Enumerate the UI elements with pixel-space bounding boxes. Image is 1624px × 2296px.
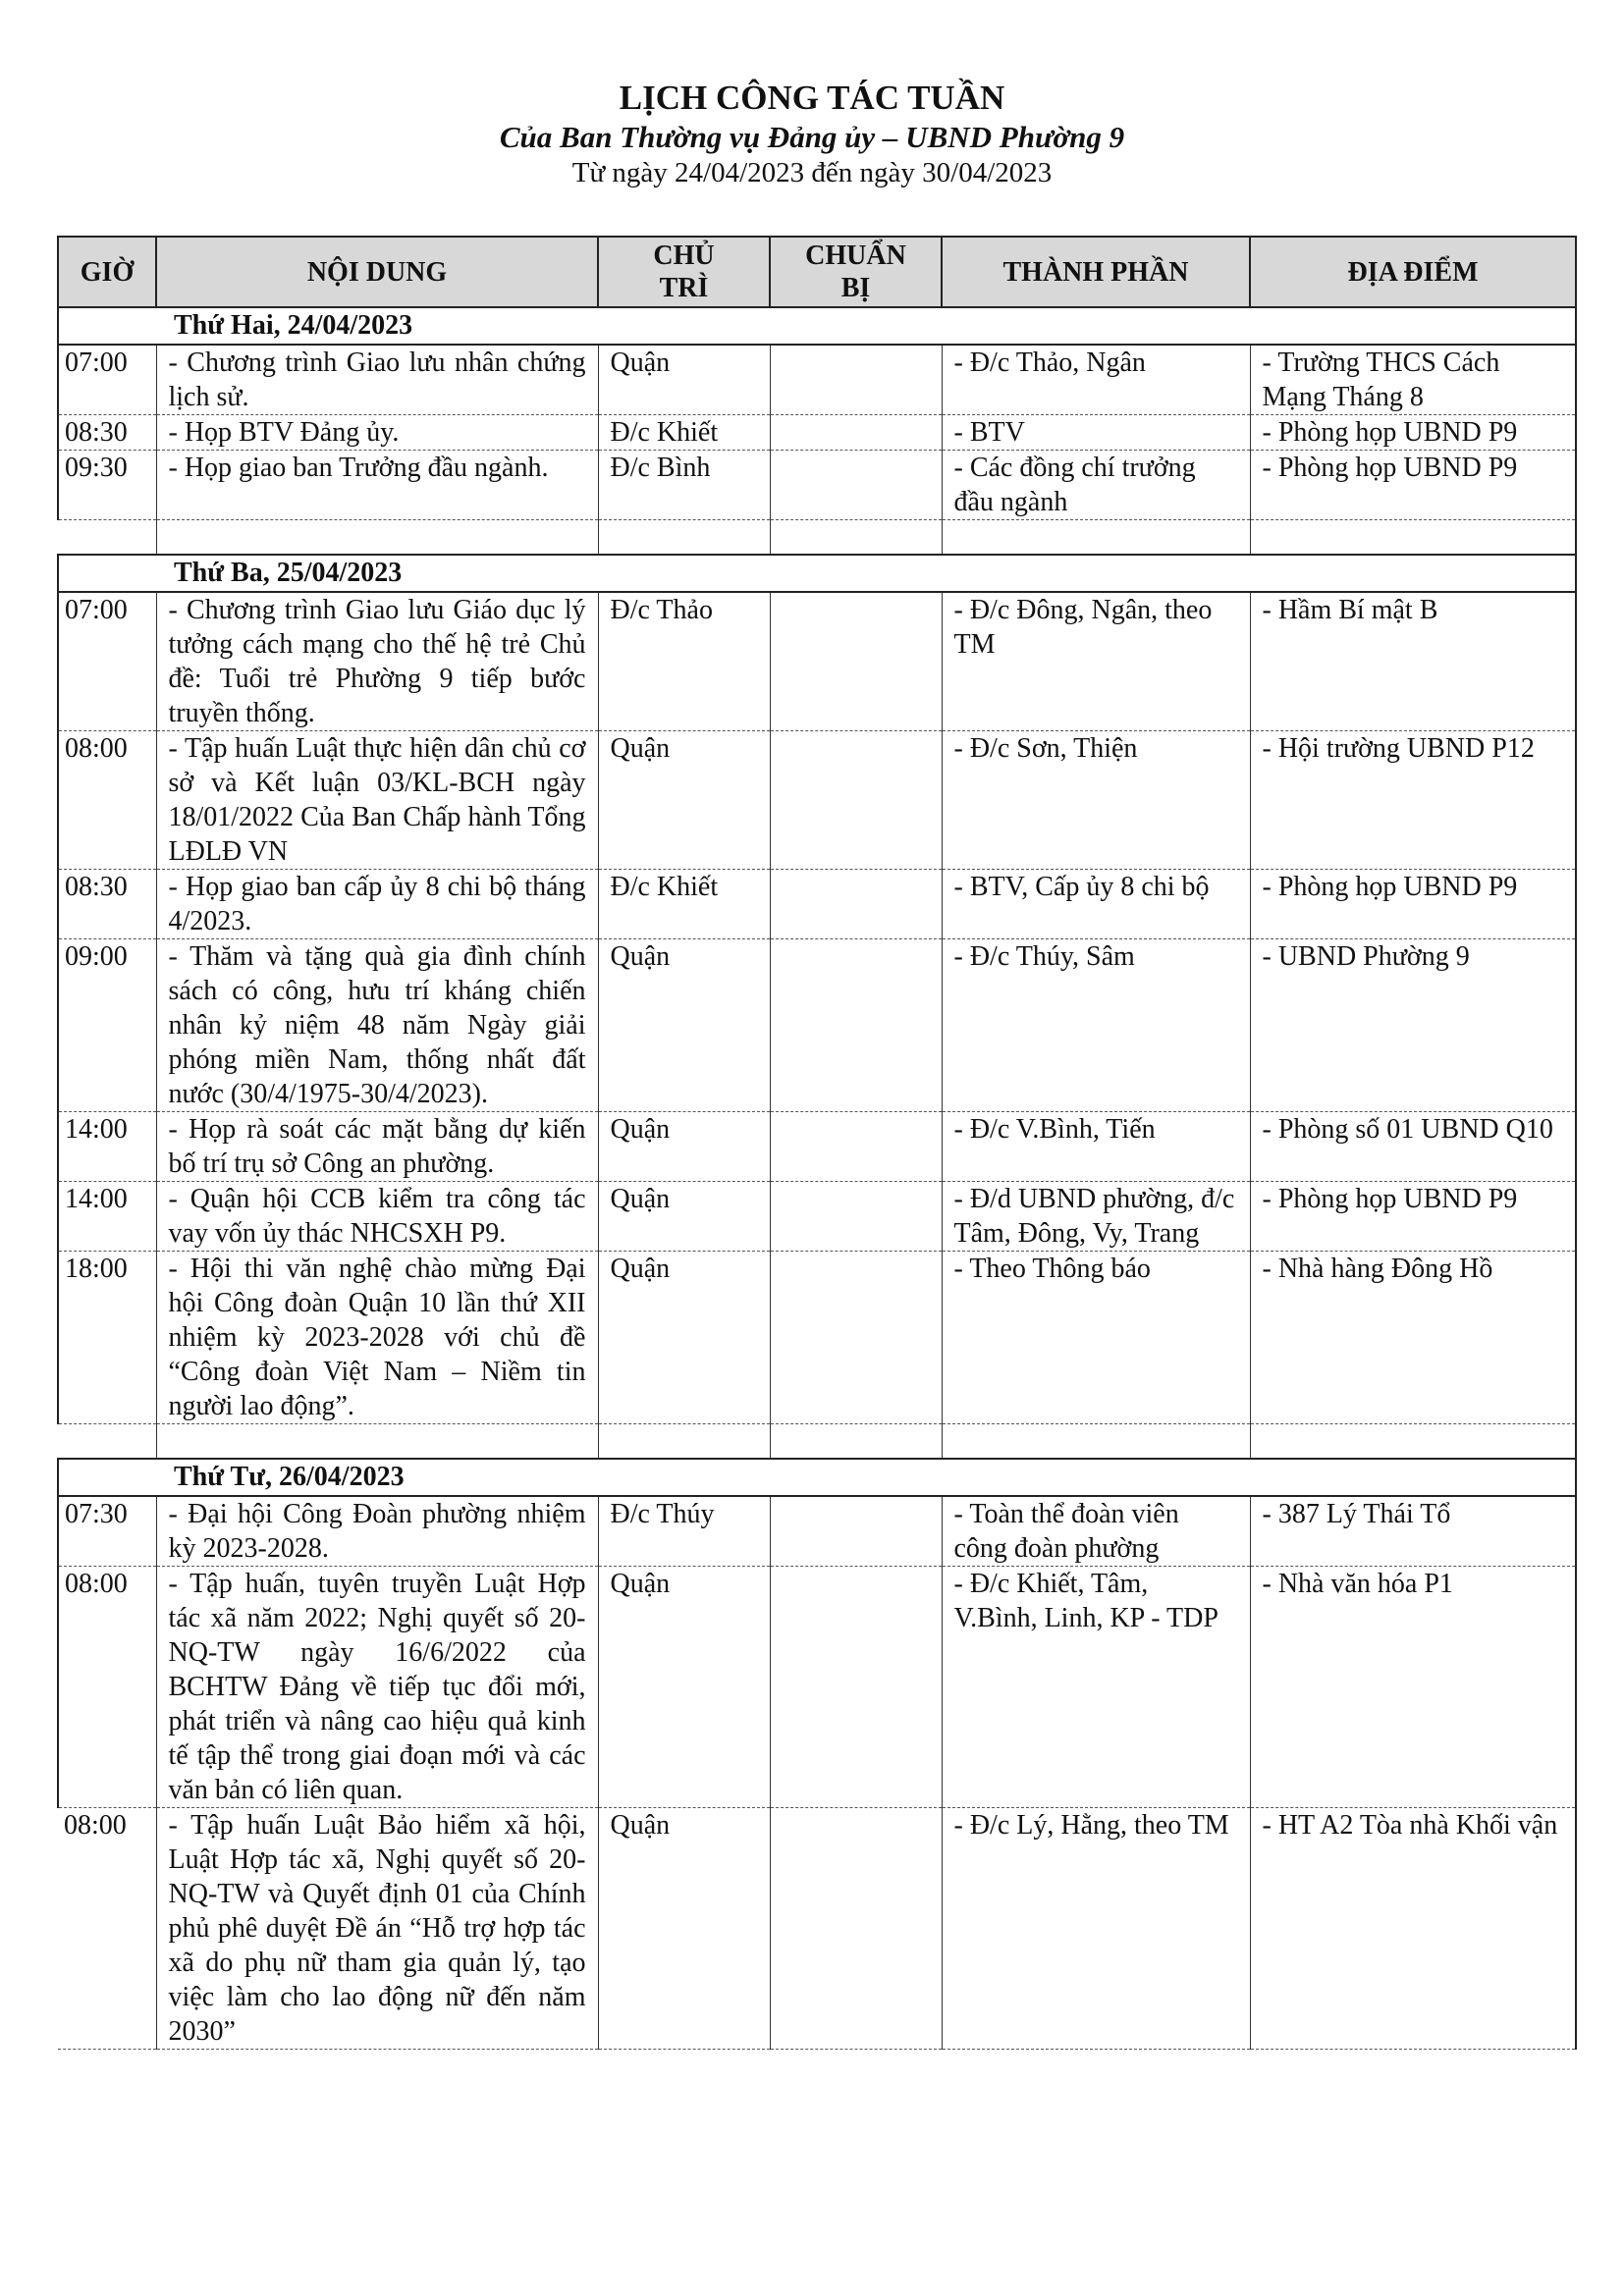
cell-time: 08:30: [58, 415, 156, 451]
table-row: [58, 1182, 1576, 1252]
cell-members: - BTV, Cấp ủy 8 chi bộ: [942, 870, 1250, 939]
cell-time: 14:00: [58, 1182, 156, 1252]
cell-location: - HT A2 Tòa nhà Khối vận: [1250, 1808, 1576, 2050]
cell-time: 08:30: [58, 870, 156, 939]
cell-time: 18:00: [58, 1252, 156, 1424]
table-row: [58, 1252, 1576, 1424]
table-header-row: [58, 237, 1576, 307]
cell-time: 09:30: [58, 451, 156, 520]
cell-time: 07:00: [58, 592, 156, 731]
cell-location: - Nhà hàng Đông Hồ: [1250, 1252, 1576, 1424]
cell-content: - Tập huấn, tuyên truyền Luật Hợp tác xã năm 2022; Nghị quyết số 20-NQ-TW ngày 16/6/2022 của BCHTW Đảng về tiếp tục đổi mới, phát triển và nâng cao hiệu quả kinh tế tập thể trong giai đoạn mới và các văn bản có liên quan.: [156, 1567, 598, 1808]
table-row: [58, 1496, 1576, 1567]
cell-prep: [770, 939, 942, 1112]
cell-content: - Họp BTV Đảng ủy.: [156, 415, 598, 451]
cell-members: - Đ/d UBND phường, đ/c Tâm, Đông, Vy, Trang: [942, 1182, 1250, 1252]
spacer-cell: [942, 520, 1250, 556]
cell-members: - Toàn thể đoàn viên công đoàn phường: [942, 1496, 1250, 1567]
spacer-cell: [598, 520, 770, 556]
cell-host: Quận: [598, 1808, 770, 2050]
spacer-row: [58, 520, 1576, 556]
cell-location: - Phòng họp UBND P9: [1250, 451, 1576, 520]
cell-members: - Đ/c Đông, Ngân, theo TM: [942, 592, 1250, 731]
cell-location: - Phòng họp UBND P9: [1250, 870, 1576, 939]
cell-prep: [770, 451, 942, 520]
cell-location: - Phòng họp UBND P9: [1250, 1182, 1576, 1252]
day-header-row: [58, 1459, 1576, 1496]
cell-content: - Hội thi văn nghệ chào mừng Đại hội Công đoàn Quận 10 lần thứ XII nhiệm kỳ 2023-2028 với chủ đề “Công đoàn Việt Nam – Niềm tin người lao động”.: [156, 1252, 598, 1424]
table-row: [58, 1112, 1576, 1182]
cell-members: - Đ/c V.Bình, Tiến: [942, 1112, 1250, 1182]
cell-time: 14:00: [58, 1112, 156, 1182]
cell-prep: [770, 592, 942, 731]
cell-time: 09:00: [58, 939, 156, 1112]
cell-members: - Theo Thông báo: [942, 1252, 1250, 1424]
cell-location: - Phòng họp UBND P9: [1250, 415, 1576, 451]
document-title: LỊCH CÔNG TÁC TUẦN: [619, 79, 1005, 117]
spacer-cell: [770, 1424, 942, 1460]
cell-members: - BTV: [942, 415, 1250, 451]
cell-content: - Quận hội CCB kiểm tra công tác vay vốn ủy thác NHCSXH P9.: [156, 1182, 598, 1252]
cell-location: - Hầm Bí mật B: [1250, 592, 1576, 731]
cell-host: Quận: [598, 1567, 770, 1808]
cell-prep: [770, 1182, 942, 1252]
day-label: Thứ Ba, 25/04/2023: [58, 555, 1576, 592]
cell-members: - Các đồng chí trưởng đầu ngành: [942, 451, 1250, 520]
cell-location: - 387 Lý Thái Tổ: [1250, 1496, 1576, 1567]
cell-host: Đ/c Khiết: [598, 415, 770, 451]
cell-content: - Tập huấn Luật thực hiện dân chủ cơ sở và Kết luận 03/KL-BCH ngày 18/01/2022 Của Ban Chấp hành Tổng LĐLĐ VN: [156, 731, 598, 870]
table-row: [58, 870, 1576, 939]
cell-content: - Chương trình Giao lưu Giáo dục lý tưởng cách mạng cho thế hệ trẻ Chủ đề: Tuổi trẻ Phường 9 tiếp bước truyền thống.: [156, 592, 598, 731]
spacer-cell: [156, 1424, 598, 1460]
cell-prep: [770, 415, 942, 451]
col-header-host: CHỦ TRÌ: [598, 237, 770, 307]
spacer-cell: [598, 1424, 770, 1460]
col-header-location: ĐỊA ĐIỂM: [1250, 237, 1576, 307]
cell-prep: [770, 1567, 942, 1808]
spacer-cell: [942, 1424, 1250, 1460]
spacer-cell: [770, 520, 942, 556]
cell-host: Đ/c Khiết: [598, 870, 770, 939]
col-header-content: NỘI DUNG: [156, 237, 598, 307]
document-subtitle: Của Ban Thường vụ Đảng ủy – UBND Phường 9: [499, 120, 1125, 154]
cell-time: 08:00: [58, 1808, 156, 2050]
cell-content: - Đại hội Công Đoàn phường nhiệm kỳ 2023-2028.: [156, 1496, 598, 1567]
spacer-cell: [58, 1424, 156, 1460]
cell-members: - Đ/c Sơn, Thiện: [942, 731, 1250, 870]
cell-prep: [770, 1496, 942, 1567]
cell-members: - Đ/c Khiết, Tâm, V.Bình, Linh, KP - TDP: [942, 1567, 1250, 1808]
cell-host: Quận: [598, 731, 770, 870]
cell-host: Quận: [598, 1112, 770, 1182]
cell-time: 08:00: [58, 731, 156, 870]
cell-content: - Họp giao ban Trưởng đầu ngành.: [156, 451, 598, 520]
table-row: [58, 1567, 1576, 1808]
cell-host: Đ/c Thúy: [598, 1496, 770, 1567]
cell-content: - Thăm và tặng quà gia đình chính sách có công, hưu trí kháng chiến nhân kỷ niệm 48 năm Ngày giải phóng miền Nam, thống nhất đất nước (30/4/1975-30/4/2023).: [156, 939, 598, 1112]
cell-host: Quận: [598, 1182, 770, 1252]
col-header-time: GIỜ: [58, 237, 156, 307]
cell-members: - Đ/c Lý, Hằng, theo TM: [942, 1808, 1250, 2050]
cell-prep: [770, 1252, 942, 1424]
cell-time: 07:00: [58, 345, 156, 415]
cell-content: - Tập huấn Luật Bảo hiểm xã hội, Luật Hợp tác xã, Nghị quyết số 20-NQ-TW và Quyết định 01 của Chính phủ phê duyệt Đề án “Hỗ trợ hợp tác xã do phụ nữ tham gia quản lý, tạo việc làm cho lao động nữ đến năm 2030”: [156, 1808, 598, 2050]
cell-host: Quận: [598, 1252, 770, 1424]
table-row: [58, 345, 1576, 415]
date-range: Từ ngày 24/04/2023 đến ngày 30/04/2023: [571, 157, 1053, 188]
table-row: [58, 451, 1576, 520]
cell-time: 08:00: [58, 1567, 156, 1808]
cell-members: - Đ/c Thúy, Sâm: [942, 939, 1250, 1112]
table-row: [58, 415, 1576, 451]
cell-prep: [770, 1808, 942, 2050]
day-label: Thứ Hai, 24/04/2023: [58, 307, 1576, 345]
document-header: [0, 77, 1624, 190]
spacer-cell: [1250, 520, 1576, 556]
cell-time: 07:30: [58, 1496, 156, 1567]
spacer-cell: [1250, 1424, 1576, 1460]
cell-location: - UBND Phường 9: [1250, 939, 1576, 1112]
table-row: [58, 592, 1576, 731]
cell-host: Đ/c Thảo: [598, 592, 770, 731]
cell-content: - Chương trình Giao lưu nhân chứng lịch sử.: [156, 345, 598, 415]
table-row: [58, 1808, 1576, 2050]
cell-host: Quận: [598, 345, 770, 415]
spacer-cell: [156, 520, 598, 556]
col-header-members: THÀNH PHẦN: [942, 237, 1250, 307]
schedule-table: [57, 236, 1577, 2050]
cell-host: Đ/c Bình: [598, 451, 770, 520]
cell-content: - Họp giao ban cấp ủy 8 chi bộ tháng 4/2023.: [156, 870, 598, 939]
cell-location: - Trường THCS Cách Mạng Tháng 8: [1250, 345, 1576, 415]
spacer-row: [58, 1424, 1576, 1460]
cell-prep: [770, 345, 942, 415]
cell-content: - Họp rà soát các mặt bằng dự kiến bố trí trụ sở Công an phường.: [156, 1112, 598, 1182]
cell-prep: [770, 870, 942, 939]
spacer-cell: [58, 520, 156, 556]
cell-prep: [770, 731, 942, 870]
cell-prep: [770, 1112, 942, 1182]
day-header-row: [58, 555, 1576, 592]
cell-host: Quận: [598, 939, 770, 1112]
table-row: [58, 731, 1576, 870]
day-label: Thứ Tư, 26/04/2023: [58, 1459, 1576, 1496]
cell-location: - Nhà văn hóa P1: [1250, 1567, 1576, 1808]
table-row: [58, 939, 1576, 1112]
cell-location: - Phòng số 01 UBND Q10: [1250, 1112, 1576, 1182]
col-header-prep: CHUẨN BỊ: [770, 237, 942, 307]
cell-members: - Đ/c Thảo, Ngân: [942, 345, 1250, 415]
day-header-row: [58, 307, 1576, 345]
cell-location: - Hội trường UBND P12: [1250, 731, 1576, 870]
